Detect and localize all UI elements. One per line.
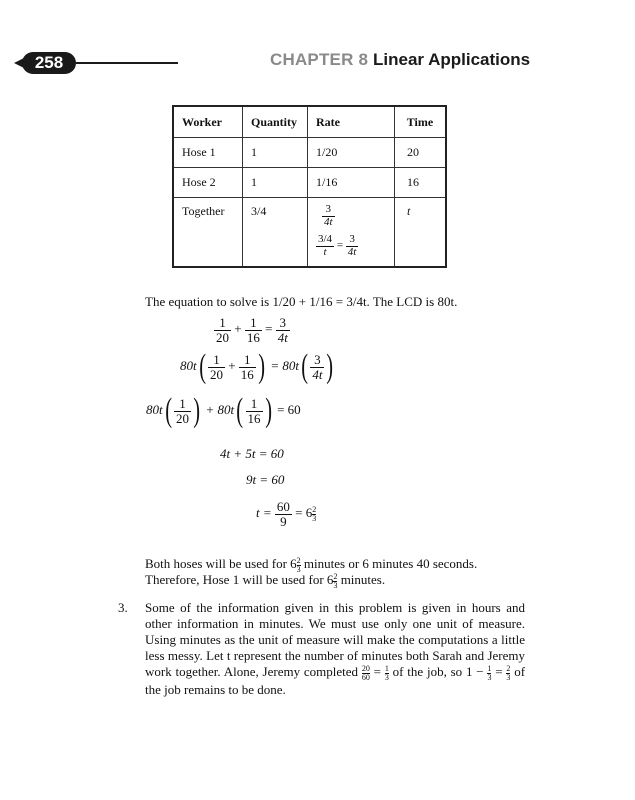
conclusion-line-2: Therefore, Hose 1 will be used for 6 $\frac{2}{3}$ minutes.	[145, 571, 386, 590]
table-row	[173, 138, 446, 168]
problem-3-text: Some of the information given in this problem is given in hours and other information in minutes. We must use only one unit of measure. Using minutes as the unit of measure will make the computations a little less messy. Let t represent the number of minutes both Sarah and Jeremy work together. Alone, Jeremy completed $\frac{20}{60}$ = $\frac{1}{3}$ of the job, so 1 − $\frac{1}{3}$ = $\frac{2}{3}$ of the job remains to be done.	[145, 600, 526, 697]
header-time: Time	[395, 106, 447, 138]
cell-rate: 1/16	[308, 168, 395, 198]
cell-quantity: 1	[243, 138, 308, 168]
table-row	[173, 198, 446, 268]
chapter-label: CHAPTER 8	[270, 50, 369, 69]
equation-6: t = $\frac{60}{9}$ = 6 $\frac{2}{3}$	[256, 499, 317, 529]
equation-4: 4t + 5t = 60	[220, 446, 284, 461]
equation-5: 9t = 60	[246, 472, 285, 487]
chapter-title: Linear Applications	[373, 50, 531, 69]
cell-quantity: 1	[243, 168, 308, 198]
header-rate: Rate	[308, 106, 395, 138]
rate-equation: $\frac{3/4}{t}$ = $\frac{3}{4t}$	[318, 233, 357, 258]
cell-worker: Together	[173, 198, 243, 268]
equation-1: $\frac{1}{20}$ + $\frac{1}{16}$ = $\frac{3}{4t}$	[216, 315, 288, 345]
page-number: 258	[34, 53, 64, 72]
solution-intro: The equation to solve is 1/20 + 1/16 = 3/4t. The LCD is 80t.	[145, 294, 458, 309]
work-rate-table	[172, 105, 447, 268]
header-rule	[76, 62, 178, 64]
equation-3: 80t( $\frac{1}{20}$ ) + 80t( $\frac{1}{16}$ ) = 60	[146, 392, 301, 429]
rate-fraction: $\frac{3}{4t}$	[324, 203, 333, 228]
cell-worker: Hose 2	[173, 168, 243, 198]
equation-2: 80t( $\frac{1}{20}$ + $\frac{1}{16}$ ) = 80t( $\frac{3}{4t}$ )	[180, 348, 334, 385]
header-worker: Worker	[173, 106, 243, 138]
conclusion-line-1: Both hoses will be used for 6 $\frac{2}{3}$ minutes or 6 minutes 40 seconds.	[145, 555, 478, 574]
header-quantity: Quantity	[243, 106, 308, 138]
cell-quantity: 3/4	[243, 198, 308, 268]
cell-rate-together	[308, 198, 395, 268]
page-number-badge	[22, 52, 76, 74]
cell-worker: Hose 1	[173, 138, 243, 168]
table-row	[173, 168, 446, 198]
cell-time: t	[395, 198, 447, 268]
table-header-row	[173, 106, 446, 138]
cell-time: 16	[395, 168, 447, 198]
cell-rate: 1/20	[308, 138, 395, 168]
problem-number: 3.	[118, 600, 128, 615]
cell-time: 20	[395, 138, 447, 168]
